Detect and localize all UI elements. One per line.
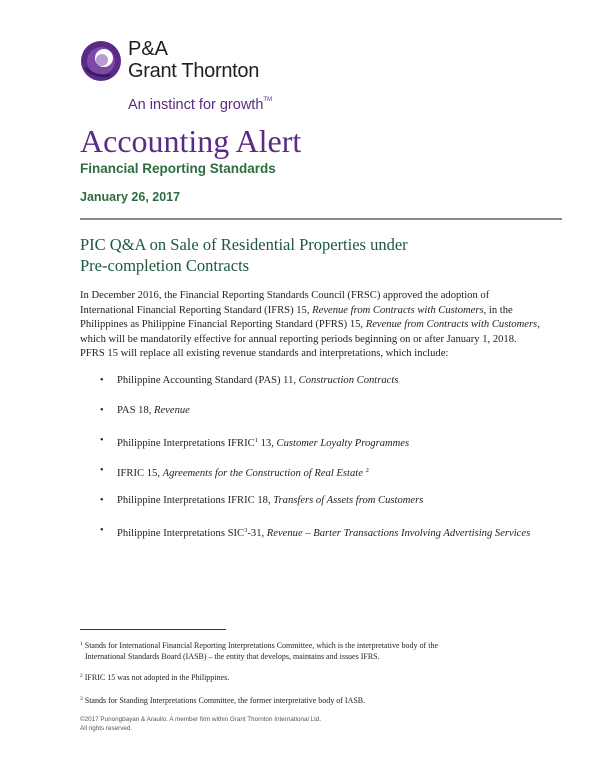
article-heading: PIC Q&A on Sale of Residential Properties under Pre-completion Contracts [80, 235, 408, 275]
footnote-3: $^3$ Stands for Standing Interpretations Committee, the former interpretative body of IASB. [80, 696, 366, 705]
bullet-icon: • [100, 525, 104, 536]
copyright-notice: ©2017 Punongbayan & Araullo. A member firm within Grant Thornton International Ltd. All rights reserved. [80, 716, 322, 732]
logo-tagline: An instinct for growth™ [128, 97, 273, 113]
page-subtitle: Financial Reporting Standards [80, 161, 276, 176]
publication-date: January 26, 2017 [80, 190, 181, 204]
bullet-icon: • [100, 375, 104, 386]
header-divider [80, 218, 562, 220]
grant-thornton-logo-mark [80, 40, 122, 82]
bullet-icon: • [100, 495, 104, 506]
logo-text-pa: P&A [128, 38, 169, 60]
footnote-divider [80, 629, 226, 630]
footnote-1: $^1$ Stands for International Financial Reporting Interpretations Committee, which is the interpretative body of the International Standards Board (IASB) – the entity that develops, maintains and issues IFRS. [80, 641, 438, 661]
bullet-icon: • [100, 435, 104, 446]
page-title: Accounting Alert [80, 123, 302, 159]
logo-text-grant-thornton: Grant Thornton [128, 60, 260, 82]
footnote-2: $^2$ IFRIC 15 was not adopted in the Philippines. [80, 673, 230, 682]
bullet-icon: • [100, 465, 104, 476]
intro-paragraph: In December 2016, the Financial Reporting Standards Council (FRSC) approved the adoption of International Financial Reporting Standard (IFRS) 15, Revenue from Contracts with Customers, in the Philippines as Philippine Financial Reporting Standard (PFRS) 15, Revenue from Contracts with Customers, which will be mandatorily effective for annual reporting periods beginning on or after January 1, 2018. PFRS 15 will replace all existing revenue standards and interpretations, which include: [80, 290, 540, 360]
bullet-icon: • [100, 405, 104, 416]
